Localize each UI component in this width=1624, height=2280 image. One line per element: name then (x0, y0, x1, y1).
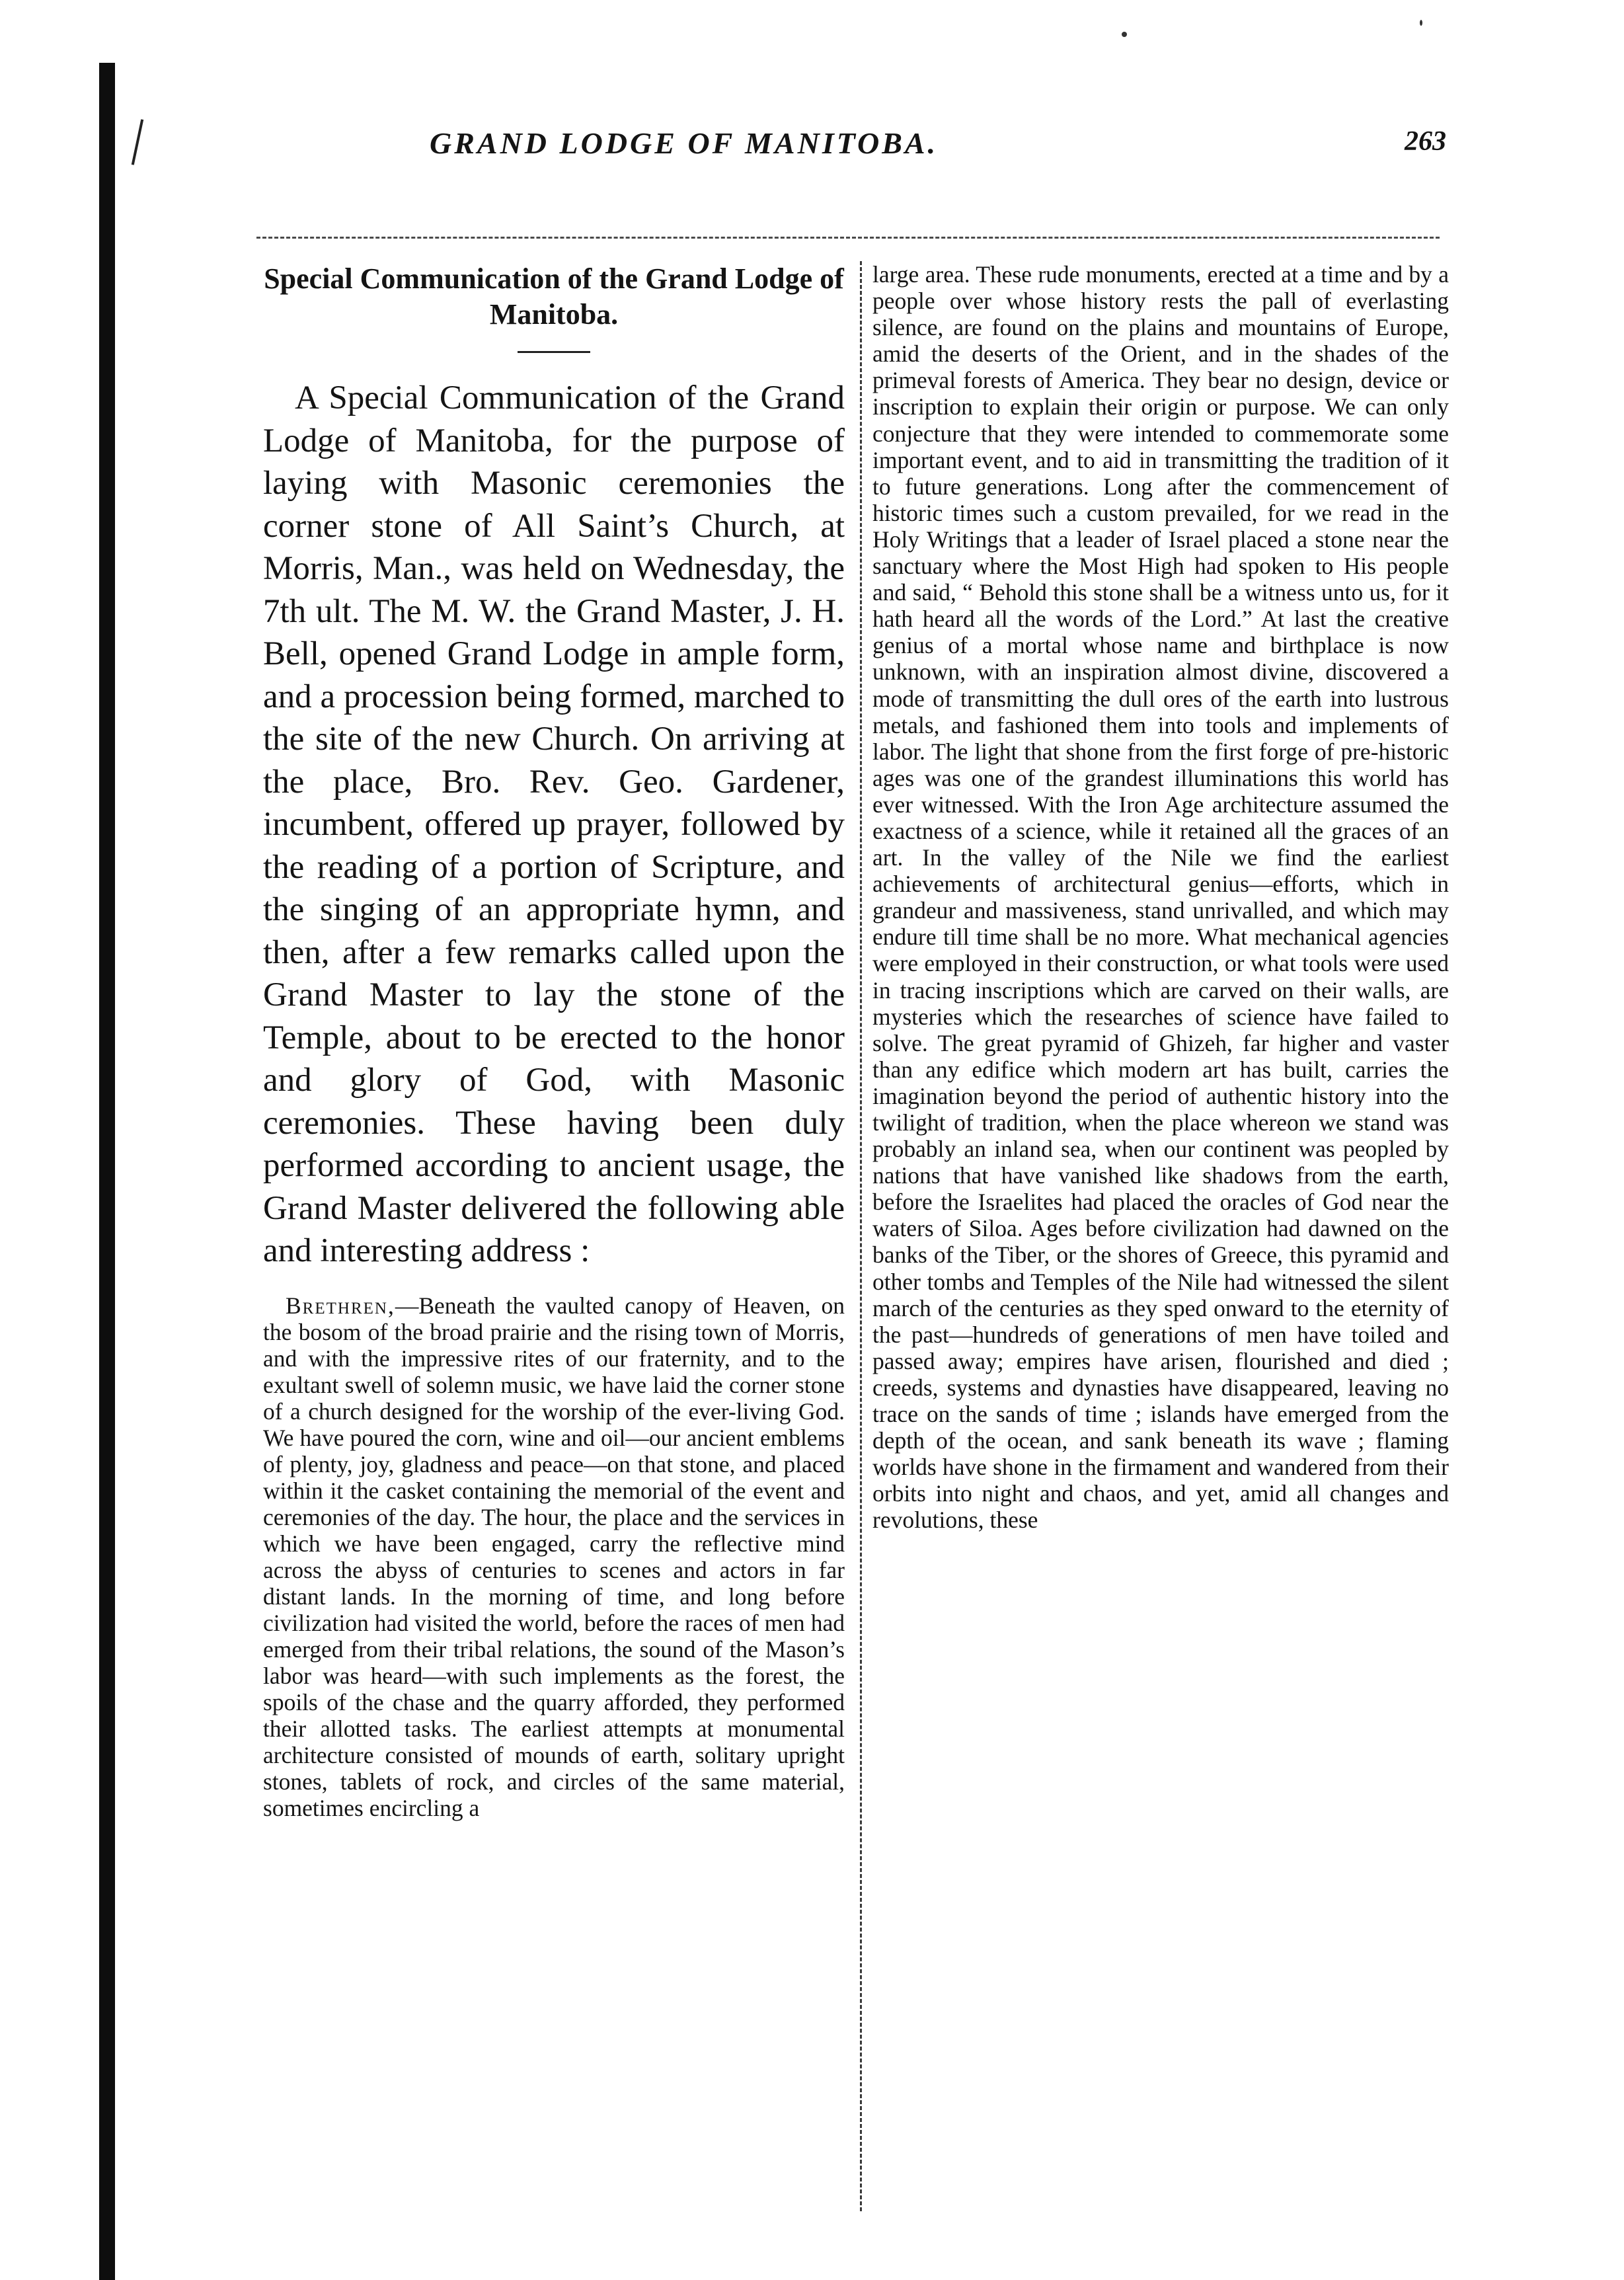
salutation: Brethren, (286, 1292, 395, 1319)
title-rule (518, 351, 590, 353)
address-text-right: large area. These rude monuments, erected at a time and by a people over whose history rests the pall of everlasting silence, are found on the plains and mountains of Europe, amid the deserts of the Orient, and in the shades of the primeval forests of America. They bear no design, device or inscription to explain their origin or purpose. We can only conjecture that they were intended to commemorate some important event, and to aid in transmitting the tradition of it to future generations. Long after the commencement of historic times such a custom prevailed, for we read in the Holy Writings that a leader of Israel placed a stone near the sanctuary where the Most High had spoken to His people and said, “ Behold this stone shall be a witness unto us, for it hath heard all the words of the Lord.” At last the creative genius of a mortal whose name and birthplace is now unknown, with an inspiration almost divine, discovered a mode of transmitting the dull ores of the earth into lustrous metals, and fashioned them into tools and implements of labor. The light that shone from the first forge of pre-historic ages was one of the grandest illuminations this world has ever witnessed. With the Iron Age architecture assumed the exactness of a science, while it retained all the graces of an art. In the valley of the Nile we find the earliest achievements of architectural genius—efforts, which in grandeur and massiveness, stand unrivalled, and which may endure till time shall be no more. What mechanical agencies were employed in their construction, or what tools were used in tracing inscriptions which are carved on their walls, are mysteries which the researches of science have failed to solve. The great pyramid of Ghizeh, far higher and vaster than any edifice which modern art has built, carries the imagination beyond the period of authentic history into the twilight of tradition, when the place whereon we stand was probably an inland sea, when our continent was peopled by nations that have vanished like shadows from the earth, before the Israelites had placed the oracles of God near the waters of Siloa. Ages before civilization had dawned on the banks of the Tiber, or the shores of Greece, this pyramid and other tombs and Temples of the Nile had witnessed the silent march of the centuries as they sped onward to the eternity of the past—hundreds of generations of men have toiled and passed away; empires have arisen, flourished and died ; creeds, systems and dynasties have disappeared, leaving no trace on the sands of time ; islands have emerged from the depth of the ocean, and sank beneath its wave ; flaming worlds have shone in the firmament and wandered from their orbits into night and chaos, and yet, amid all changes and revolutions, these (872, 261, 1449, 1534)
right-column (872, 261, 1449, 1534)
intro-paragraph: A Special Communication of the Grand Lodge of Manitoba, for the purpose of laying with Masonic ceremonies the corner stone of All Saint’s Church, at Morris, Man., was held on Wednesday, the 7th ult. The M. W. the Grand Master, J. H. Bell, opened Grand Lodge in ample form, and a procession being formed, marched to the site of the new Church. On arriving at the place, Bro. Rev. Geo. Gardener, incumbent, offered up prayer, followed by the reading of a portion of Scripture, and the singing of an appropriate hymn, and then, after a few remarks called upon the Grand Master to lay the stone of the Temple, about to be erected to the honor and glory of God, with Masonic ceremonies. These having been duly performed according to ancient usage, the Grand Master delivered the following able and interesting address : (263, 379, 845, 1269)
address-text-left: —Beneath the vaulted canopy of Heaven, on the bosom of the broad prairie and the rising town of Morris, and with the impressive rites of our fraternity, and to the exultant swell of solemn music, we have laid the corner stone of a church designed for the worship of the ever-living God. We have poured the corn, wine and oil—our ancient emblems of plenty, joy, gladness and peace—on that stone, and placed within it the casket containing the memorial of the event and ceremonies of the day. The hour, the place and the services in which we have been engaged, carry the reflective mind across the abyss of centuries to scenes and actors in far distant lands. In the morning of time, and long before civilization had visited the world, before the races of men had emerged from their tribal relations, the sound of the Mason’s labor was heard—with such implements as the forest, the spoils of the chase and the quarry afforded, they performed their allotted tasks. The earliest attempts at monumental architecture consisted of mounds of earth, solitary upright stones, tablets of rock, and circles of the same material, sometimes encircling a (263, 1292, 845, 1821)
binding-edge (99, 63, 115, 2280)
running-head: GRAND LODGE OF MANITOBA. (430, 126, 939, 160)
left-column (263, 261, 845, 1821)
page-number: 263 (1405, 126, 1446, 157)
ink-speck (1420, 20, 1422, 26)
article-title: Special Communication of the Grand Lodge of Manitoba. (264, 262, 844, 331)
ink-speck (1122, 32, 1127, 37)
margin-mark (132, 119, 143, 165)
column-rule (860, 261, 862, 2211)
header-rule (256, 237, 1440, 239)
address-opening (263, 1292, 845, 1821)
